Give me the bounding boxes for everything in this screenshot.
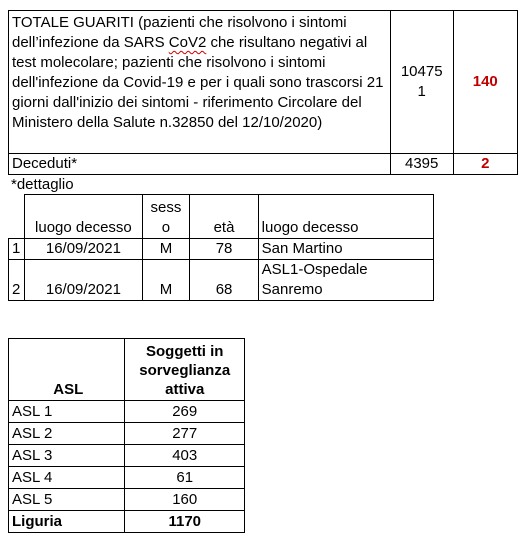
detail-row-place-line1: ASL1-Ospedale: [261, 261, 368, 278]
guariti-label-part2: che risultano negativi al test molecolare; pazienti che risolvono i sintomi dell'infezione da Covid-19 e per i quali sono trascorsi 21 giorni dall'inizio dei sintomi - riferimento Circolare del Ministero della Salute n.32850 del 12/10/2020): [12, 34, 384, 131]
dettaglio-label: *dettaglio: [11, 176, 74, 193]
detail-header-sex-line1: sess: [150, 199, 182, 216]
asl-row-value: 403: [125, 445, 245, 467]
asl-header-name: ASL: [9, 339, 125, 401]
guariti-label: [9, 11, 391, 154]
detail-row-place-line2: Sanremo: [261, 281, 323, 298]
deaths-detail-table: [8, 194, 434, 301]
detail-row-date: 16/09/2021: [25, 239, 142, 260]
asl-header-value-line3: attiva: [165, 381, 205, 398]
detail-row-place: San Martino: [258, 239, 433, 260]
detail-header-row: [9, 195, 434, 239]
asl-row-name: ASL 2: [9, 423, 125, 445]
asl-row-name: ASL 5: [9, 489, 125, 511]
table-row: [9, 445, 245, 467]
asl-total-row: [9, 511, 245, 533]
detail-header-sex-line2: o: [161, 219, 171, 236]
asl-row-value: 277: [125, 423, 245, 445]
detail-row-sex: M: [142, 260, 190, 301]
guariti-new: 140: [453, 11, 517, 154]
guariti-total: [390, 11, 453, 154]
asl-row-value: 61: [125, 467, 245, 489]
deceduti-total: 4395: [390, 154, 453, 175]
asl-total-name: Liguria: [9, 511, 125, 533]
table-row: [9, 401, 245, 423]
table-row: [9, 489, 245, 511]
guariti-total-line2: 1: [417, 83, 426, 100]
detail-row-sex: M: [142, 239, 190, 260]
detail-header-date: luogo decesso: [25, 195, 142, 239]
detail-row-index: 1: [9, 239, 25, 260]
asl-header-row: [9, 339, 245, 401]
table-row: [9, 239, 434, 260]
table-row: [9, 260, 434, 301]
detail-header-age: età: [190, 195, 258, 239]
detail-row-index: 2: [9, 260, 25, 301]
detail-row-age: 68: [190, 260, 258, 301]
asl-surveillance-table: [8, 338, 245, 533]
deceduti-new: 2: [453, 154, 517, 175]
detail-row-age: 78: [190, 239, 258, 260]
asl-row-value: 160: [125, 489, 245, 511]
asl-header-value: [125, 339, 245, 401]
totals-table: [8, 10, 518, 175]
asl-row-name: ASL 4: [9, 467, 125, 489]
detail-header-index: [9, 195, 25, 239]
asl-total-value: 1170: [125, 511, 245, 533]
asl-header-value-line2: sorveglianza: [139, 362, 231, 379]
asl-header-value-line1: Soggetti in: [145, 343, 224, 360]
asl-row-name: ASL 3: [9, 445, 125, 467]
asl-row-value: 269: [125, 401, 245, 423]
detail-header-place: luogo decesso: [258, 195, 433, 239]
guariti-label-part1: TOTALE GUARITI (pazienti che risolvono i sintomi dell’infezione da SARS: [12, 14, 347, 51]
guariti-row: [9, 11, 518, 154]
deceduti-label: Deceduti*: [9, 154, 391, 175]
detail-header-sex: [142, 195, 190, 239]
detail-row-place: [258, 260, 433, 301]
table-row: [9, 467, 245, 489]
deceduti-row: [9, 154, 518, 175]
asl-row-name: ASL 1: [9, 401, 125, 423]
spellcheck-word: CoV2: [168, 34, 207, 51]
guariti-total-line1: 10475: [400, 63, 443, 80]
detail-row-date: 16/09/2021: [25, 260, 142, 301]
table-row: [9, 423, 245, 445]
